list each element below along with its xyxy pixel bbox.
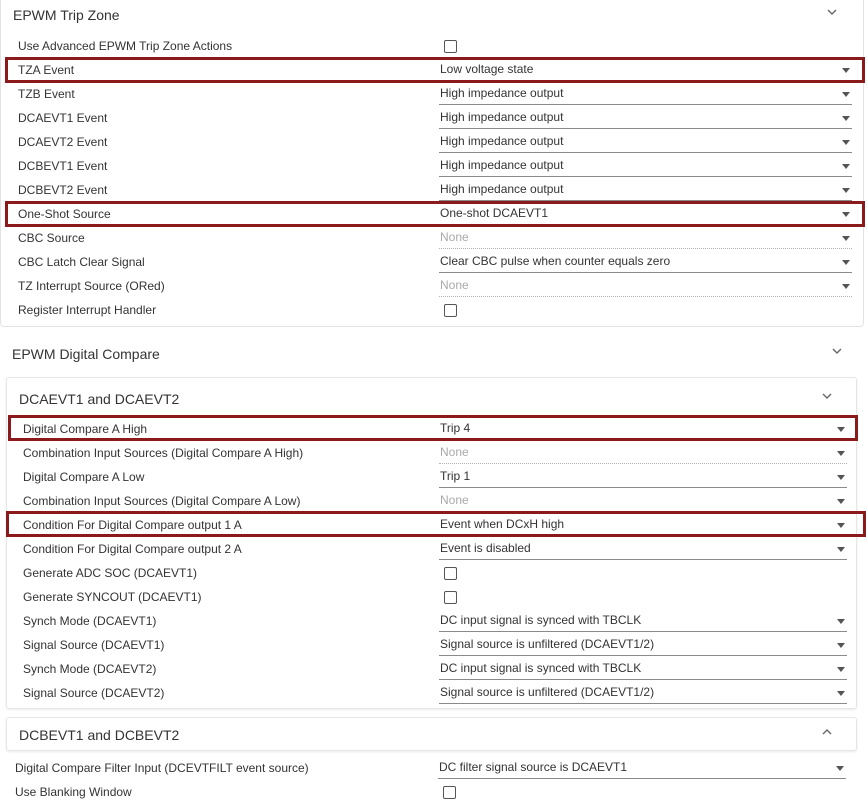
field-label: Generate SYNCOUT (DCAEVT1) xyxy=(23,590,202,604)
field-label: Condition For Digital Compare output 1 A xyxy=(23,518,242,532)
select-value: Low voltage state xyxy=(440,62,534,76)
dcaevt-panel xyxy=(6,377,857,709)
row-dcaevt1-event xyxy=(1,107,863,131)
field-label: Combination Input Sources (Digital Compare A Low) xyxy=(23,494,301,508)
select-value: None xyxy=(440,230,469,244)
cbc-latch-clear-signal-select[interactable] xyxy=(439,253,852,273)
select-value: Signal source is unfiltered (DCAEVT1/2) xyxy=(440,685,655,699)
digital-compare-title: EPWM Digital Compare xyxy=(12,346,160,362)
select-value: One-shot DCAEVT1 xyxy=(440,206,549,220)
dropdown-arrow-icon[interactable] xyxy=(837,451,845,456)
field-label: Use Advanced EPWM Trip Zone Actions xyxy=(18,39,233,53)
dropdown-arrow-icon[interactable] xyxy=(837,475,845,480)
tza-event-select[interactable] xyxy=(439,61,852,81)
digital-compare-a-high-select[interactable] xyxy=(439,420,847,440)
dropdown-arrow-icon[interactable] xyxy=(842,164,850,169)
dcbevt-header[interactable] xyxy=(7,721,856,749)
row-condition-for-digital-compare-output-2-a xyxy=(7,538,856,562)
row-use-blanking-window xyxy=(0,781,868,805)
field-label: Combination Input Sources (Digital Compare A High) xyxy=(23,446,304,460)
row-generate-adc-soc-dcaevt1 xyxy=(7,562,856,586)
field-label: TZB Event xyxy=(18,87,75,101)
select-value: High impedance output xyxy=(440,182,564,196)
combination-input-sources-digital-compare-a-high-select[interactable] xyxy=(439,444,847,464)
dropdown-arrow-icon[interactable] xyxy=(837,547,845,552)
signal-source-dcaevt2-select[interactable] xyxy=(439,684,847,704)
row-cbc-source xyxy=(1,227,863,251)
digital-compare-header[interactable] xyxy=(0,340,868,368)
trip-zone-panel xyxy=(0,0,864,327)
field-label: CBC Source xyxy=(18,231,85,245)
row-dcaevt2-event xyxy=(1,131,863,155)
select-value: High impedance output xyxy=(440,110,564,124)
field-label: Digital Compare Filter Input (DCEVTFILT event source) xyxy=(15,761,309,775)
dcbevt1-event-select[interactable] xyxy=(439,157,852,177)
field-label: Signal Source (DCAEVT1) xyxy=(23,638,165,652)
dropdown-arrow-icon[interactable] xyxy=(837,523,845,528)
condition-for-digital-compare-output-1-a-select[interactable] xyxy=(439,516,847,536)
register-interrupt-handler-checkbox[interactable] xyxy=(444,304,457,317)
select-value: None xyxy=(440,493,469,507)
select-value: Signal source is unfiltered (DCAEVT1/2) xyxy=(440,637,655,651)
tzb-event-select[interactable] xyxy=(439,85,852,105)
row-synch-mode-dcaevt1 xyxy=(7,610,856,634)
chevron-down-icon[interactable] xyxy=(820,389,834,403)
field-label: TZ Interrupt Source (ORed) xyxy=(18,279,165,293)
row-register-interrupt-handler xyxy=(1,299,863,323)
row-signal-source-dcaevt1 xyxy=(7,634,856,658)
row-one-shot-source xyxy=(1,203,863,227)
dropdown-arrow-icon[interactable] xyxy=(842,284,850,289)
field-label: DCAEVT1 Event xyxy=(18,111,108,125)
row-combination-input-sources-digital-compare-a-low xyxy=(7,490,856,514)
field-label: Synch Mode (DCAEVT2) xyxy=(23,662,157,676)
dropdown-arrow-icon[interactable] xyxy=(842,92,850,97)
generate-adc-soc-dcaevt1-checkbox[interactable] xyxy=(444,567,457,580)
row-digital-compare-filter-input-dcevtfilt-event-source xyxy=(0,757,868,781)
dropdown-arrow-icon[interactable] xyxy=(837,619,845,624)
select-value: DC input signal is synced with TBCLK xyxy=(440,661,642,675)
field-label: TZA Event xyxy=(18,63,75,77)
field-label: Synch Mode (DCAEVT1) xyxy=(23,614,157,628)
synch-mode-dcaevt2-select[interactable] xyxy=(439,660,847,680)
select-value: None xyxy=(440,445,469,459)
digital-compare-a-low-select[interactable] xyxy=(439,468,847,488)
dropdown-arrow-icon[interactable] xyxy=(842,212,850,217)
synch-mode-dcaevt1-select[interactable] xyxy=(439,612,847,632)
field-label: One-Shot Source xyxy=(18,207,111,221)
dropdown-arrow-icon[interactable] xyxy=(842,116,850,121)
row-tza-event xyxy=(1,59,863,83)
trip-zone-title: EPWM Trip Zone xyxy=(13,7,120,23)
row-digital-compare-a-high xyxy=(7,418,856,442)
dcaevt-header[interactable] xyxy=(7,385,856,413)
row-tzb-event xyxy=(1,83,863,107)
chevron-up-icon[interactable] xyxy=(820,725,834,739)
select-value: Event is disabled xyxy=(440,541,531,555)
select-value: Event when DCxH high xyxy=(440,517,565,531)
select-value: DC filter signal source is DCAEVT1 xyxy=(439,760,628,774)
dropdown-arrow-icon[interactable] xyxy=(837,667,845,672)
condition-for-digital-compare-output-2-a-select[interactable] xyxy=(439,540,847,560)
select-value: Trip 4 xyxy=(440,421,471,435)
row-use-advanced-epwm-trip-zone-actions xyxy=(1,35,863,59)
dcaevt1-event-select[interactable] xyxy=(439,109,852,129)
tz-interrupt-source-ored-select[interactable] xyxy=(439,277,852,297)
row-digital-compare-a-low xyxy=(7,466,856,490)
use-advanced-epwm-trip-zone-actions-checkbox[interactable] xyxy=(444,40,457,53)
dropdown-arrow-icon[interactable] xyxy=(837,427,845,432)
dropdown-arrow-icon[interactable] xyxy=(837,499,845,504)
dropdown-arrow-icon[interactable] xyxy=(842,236,850,241)
field-label: Use Blanking Window xyxy=(15,785,132,799)
field-label: DCBEVT1 Event xyxy=(18,159,108,173)
one-shot-source-select[interactable] xyxy=(439,205,852,225)
dropdown-arrow-icon[interactable] xyxy=(836,766,844,771)
dropdown-arrow-icon[interactable] xyxy=(837,691,845,696)
select-value: None xyxy=(440,278,469,292)
row-tz-interrupt-source-ored xyxy=(1,275,863,299)
signal-source-dcaevt1-select[interactable] xyxy=(439,636,847,656)
dcbevt2-event-select[interactable] xyxy=(439,181,852,201)
row-dcbevt1-event xyxy=(1,155,863,179)
digital-compare-filter-input-dcevtfilt-event-source-select[interactable] xyxy=(438,759,846,779)
row-signal-source-dcaevt2 xyxy=(7,682,856,706)
select-value: Clear CBC pulse when counter equals zero xyxy=(440,254,671,268)
select-value: DC input signal is synced with TBCLK xyxy=(440,613,642,627)
trip-zone-header[interactable] xyxy=(1,1,863,29)
select-value: High impedance output xyxy=(440,86,564,100)
select-value: High impedance output xyxy=(440,158,564,172)
dcbevt-panel xyxy=(6,717,857,751)
field-label: CBC Latch Clear Signal xyxy=(18,255,145,269)
row-generate-syncout-dcaevt1 xyxy=(7,586,856,610)
field-label: Digital Compare A High xyxy=(23,422,148,436)
dropdown-arrow-icon[interactable] xyxy=(842,188,850,193)
select-value: High impedance output xyxy=(440,134,564,148)
field-label: DCAEVT2 Event xyxy=(18,135,108,149)
dropdown-arrow-icon[interactable] xyxy=(842,68,850,73)
use-blanking-window-checkbox[interactable] xyxy=(443,786,456,799)
select-value: Trip 1 xyxy=(440,469,471,483)
cbc-source-select[interactable] xyxy=(439,229,852,249)
field-label: Digital Compare A Low xyxy=(23,470,145,484)
chevron-down-icon[interactable] xyxy=(830,344,844,358)
dropdown-arrow-icon[interactable] xyxy=(837,643,845,648)
field-label: Signal Source (DCAEVT2) xyxy=(23,686,165,700)
combination-input-sources-digital-compare-a-low-select[interactable] xyxy=(439,492,847,512)
row-cbc-latch-clear-signal xyxy=(1,251,863,275)
chevron-down-icon[interactable] xyxy=(825,5,839,19)
field-label: Register Interrupt Handler xyxy=(18,303,157,317)
dcbevt-title: DCBEVT1 and DCBEVT2 xyxy=(19,727,180,743)
row-condition-for-digital-compare-output-1-a xyxy=(7,514,856,538)
field-label: Generate ADC SOC (DCAEVT1) xyxy=(23,566,198,580)
field-label: DCBEVT2 Event xyxy=(18,183,108,197)
generate-syncout-dcaevt1-checkbox[interactable] xyxy=(444,591,457,604)
row-dcbevt2-event xyxy=(1,179,863,203)
dcaevt-title: DCAEVT1 and DCAEVT2 xyxy=(19,391,180,407)
dropdown-arrow-icon[interactable] xyxy=(842,140,850,145)
row-combination-input-sources-digital-compare-a-high xyxy=(7,442,856,466)
dcaevt2-event-select[interactable] xyxy=(439,133,852,153)
row-synch-mode-dcaevt2 xyxy=(7,658,856,682)
dropdown-arrow-icon[interactable] xyxy=(842,260,850,265)
field-label: Condition For Digital Compare output 2 A xyxy=(23,542,242,556)
